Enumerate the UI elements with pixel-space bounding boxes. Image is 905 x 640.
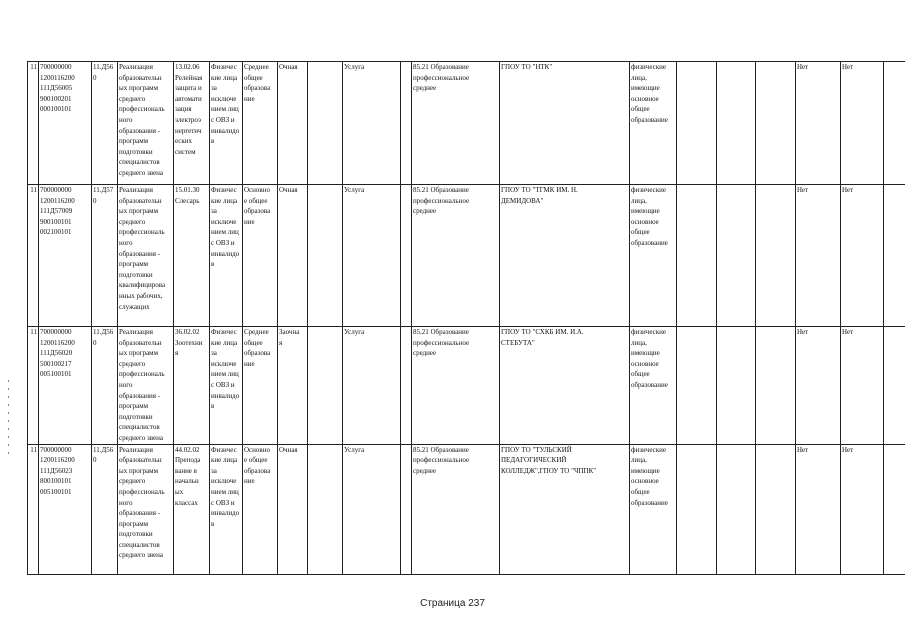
empty-cell (308, 327, 343, 445)
program-cell: Реализация образовательн ых программ среднего профессиональ ного образования - программ подготовки специалистов среднего звена (118, 444, 174, 574)
education-level-cell: Основно е общее образова ние (243, 185, 278, 327)
consumer-category-cell: Физичес кие лица за исключе нием лиц с ОВЗ и инвалидо в (210, 62, 243, 185)
specialty-cell: 15.01.30 Слесарь (174, 185, 210, 327)
flag-cell: Нет (841, 62, 884, 185)
empty-cell (677, 444, 717, 574)
flag-cell: Нет (841, 185, 884, 327)
service-mark-cell: 11.Д56 0 (92, 444, 118, 574)
institution-cell: ГПОУ ТО "ТГМК ИМ. Н. ДЕМИДОВА" (500, 185, 630, 327)
scan-marks (8, 380, 10, 460)
empty-cell (884, 185, 905, 327)
service-mark-cell: 11.Д57 0 (92, 185, 118, 327)
education-level-cell: Среднее общее образова ние (243, 62, 278, 185)
empty-cell (756, 444, 796, 574)
consumers-cell: физические лица, имеющие основное общее образование (630, 185, 677, 327)
study-form-cell: Очная (278, 444, 308, 574)
okved-cell: 85.21 Образование профессиональное среднее (412, 62, 500, 185)
specialty-cell: 44.02.02 Препода вание в начальн ых классах (174, 444, 210, 574)
service-type-cell: Услуга (343, 444, 401, 574)
okved-cell: 85.21 Образование профессиональное среднее (412, 185, 500, 327)
okved-cell: 85.21 Образование профессиональное среднее (412, 444, 500, 574)
registry-code-cell: 700000000 1200116200 111Д56005 900100201 000100101 (39, 62, 92, 185)
specialty-cell: 13.02.06 Релейная защита и автомати зация электроэ нергетич еских систем (174, 62, 210, 185)
service-type-cell: Услуга (343, 327, 401, 445)
service-mark-cell: 11.Д56 0 (92, 327, 118, 445)
row-number-cell: 11 (28, 185, 39, 327)
empty-cell (756, 62, 796, 185)
flag-cell: Нет (796, 327, 841, 445)
registry-code-cell: 700000000 1200116200 111Д56020 500100217 005100101 (39, 327, 92, 445)
empty-cell (401, 185, 412, 327)
education-level-cell: Основно е общее образова ние (243, 444, 278, 574)
education-level-cell: Среднее общее образова ние (243, 327, 278, 445)
program-cell: Реализация образовательн ых программ среднего профессиональ ного образования - программ подготовки специалистов среднего звена (118, 327, 174, 445)
consumers-cell: физические лица, имеющие основное общее образование (630, 444, 677, 574)
service-type-cell: Услуга (343, 185, 401, 327)
empty-cell (308, 444, 343, 574)
study-form-cell: Очная (278, 62, 308, 185)
empty-cell (717, 62, 756, 185)
specialty-cell: 36.02.02 Зоотехни я (174, 327, 210, 445)
study-form-cell: Заочна я (278, 327, 308, 445)
program-cell: Реализация образовательн ых программ среднего профессиональ ного образования - программ подготовки квалифицирова нных рабочих, служащих (118, 185, 174, 327)
empty-cell (717, 444, 756, 574)
flag-cell: Нет (841, 327, 884, 445)
registry-code-cell: 700000000 1200116200 111Д56023 800100101 005100101 (39, 444, 92, 574)
okved-cell: 85.21 Образование профессиональное среднее (412, 327, 500, 445)
registry-table (27, 61, 905, 575)
study-form-cell: Очная (278, 185, 308, 327)
page-number: Страница 237 (420, 598, 485, 609)
empty-cell (884, 327, 905, 445)
empty-cell (884, 444, 905, 574)
institution-cell: ГПОУ ТО "ТУЛЬСКИЙ ПЕДАГОГИЧЕСКИЙ КОЛЛЕДЖ",ГПОУ ТО "ЧППК" (500, 444, 630, 574)
empty-cell (401, 444, 412, 574)
empty-cell (756, 327, 796, 445)
service-mark-cell: 11.Д56 0 (92, 62, 118, 185)
empty-cell (677, 62, 717, 185)
empty-cell (308, 62, 343, 185)
empty-cell (308, 185, 343, 327)
consumer-category-cell: Физичес кие лица за исключе нием лиц с ОВЗ и инвалидо в (210, 185, 243, 327)
consumer-category-cell: Физичес кие лица за исключе нием лиц с ОВЗ и инвалидо в (210, 444, 243, 574)
empty-cell (717, 185, 756, 327)
institution-cell: ГПОУ ТО "СХКБ ИМ. И.А. СТЕБУТА" (500, 327, 630, 445)
table-row (28, 444, 905, 574)
empty-cell (401, 327, 412, 445)
consumers-cell: физические лица, имеющие основное общее образование (630, 327, 677, 445)
flag-cell: Нет (796, 185, 841, 327)
table-row (28, 327, 905, 445)
row-number-cell: 11 (28, 62, 39, 185)
empty-cell (756, 185, 796, 327)
service-type-cell: Услуга (343, 62, 401, 185)
row-number-cell: 11 (28, 444, 39, 574)
institution-cell: ГПОУ ТО "НТК" (500, 62, 630, 185)
flag-cell: Нет (796, 444, 841, 574)
row-number-cell: 11 (28, 327, 39, 445)
table-row (28, 62, 905, 185)
program-cell: Реализация образовательн ых программ среднего профессиональ ного образования - программ подготовки специалистов среднего звена (118, 62, 174, 185)
empty-cell (677, 185, 717, 327)
flag-cell: Нет (796, 62, 841, 185)
flag-cell: Нет (841, 444, 884, 574)
empty-cell (884, 62, 905, 185)
empty-cell (677, 327, 717, 445)
empty-cell (401, 62, 412, 185)
empty-cell (717, 327, 756, 445)
consumer-category-cell: Физичес кие лица за исключе нием лиц с ОВЗ и инвалидо в (210, 327, 243, 445)
consumers-cell: физические лица, имеющие основное общее образование (630, 62, 677, 185)
registry-code-cell: 700000000 1200116200 111Д57009 900100101 002100101 (39, 185, 92, 327)
table-row (28, 185, 905, 327)
